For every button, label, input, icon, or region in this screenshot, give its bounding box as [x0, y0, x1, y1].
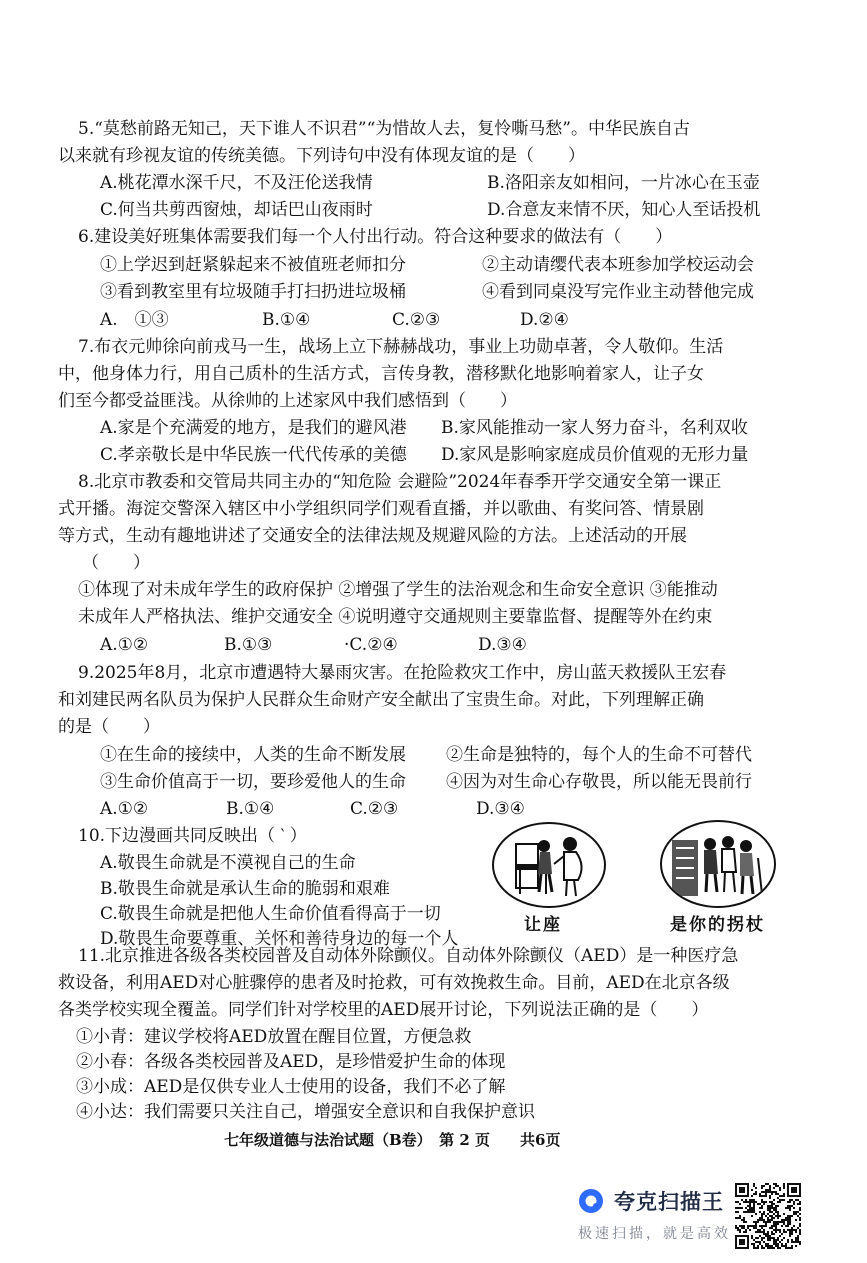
q7-stem-line-3: 们至今都受益匪浅。从徐帅的上述家风中我们感悟到（ ）	[58, 391, 517, 411]
scanner-slogan: 极速扫描，就是高效	[578, 1226, 731, 1242]
q5-option-a: A.桃花潭水深千尺，不及汪伦送我情	[100, 173, 373, 193]
q7-option-c: C.孝亲敬长是中华民族一代代传承的美德	[100, 445, 407, 465]
q6-statement-1: ①上学迟到赶紧躲起来不被值班老师扣分	[100, 255, 406, 275]
q10-option-a: A.敬畏生命就是不漠视自己的生命	[100, 853, 356, 873]
q6-option-a: A. ①③	[100, 310, 169, 330]
q9-statement-3: ③生命价值高于一切，要珍爱他人的生命	[100, 772, 406, 792]
q10-option-c: C.敬畏生命就是把他人生命价值看得高于一切	[100, 904, 441, 924]
q9-statement-2: ②生命是独特的，每个人的生命不可替代	[446, 745, 752, 765]
q11-stem-line-3: 各类学校实现全覆盖。同学们针对学校里的AED展开讨论，下列说法正确的是（ ）	[58, 1000, 709, 1020]
cartoon-give-seat	[492, 822, 606, 908]
q9-statement-1: ①在生命的接续中，人类的生命不断发展	[100, 745, 406, 765]
q11-stem-line-2: 救设备，利用AED对心脏骤停的患者及时抢救，可有效挽救生命。目前，AED在北京各级	[58, 973, 730, 993]
q5-option-c: C.何当共剪西窗烛，却话巴山夜雨时	[100, 200, 373, 220]
q8-statements-line-2: 未成年人严格执法、维护交通安全 ④说明遵守交通规则主要靠监督、提醒等外在约束	[78, 607, 713, 627]
q7-stem-line-2: 中，他身体力行，用自己质朴的生活方式，言传身教，潜移默化地影响着家人，让子女	[58, 364, 704, 384]
q9-stem-line-2: 和刘建民两名队员为保护人民群众生命财产安全献出了宝贵生命。对此，下列理解正确	[58, 690, 704, 710]
q8-answer-brackets: （ ）	[82, 553, 150, 573]
cartoon-your-crutch	[660, 820, 776, 908]
page-footer: 七年级道德与法治试题（B卷） 第 2 页 共6页	[224, 1131, 561, 1149]
cartoon-give-seat-caption: 让座	[524, 915, 562, 935]
q6-option-d: D.②④	[520, 310, 569, 330]
scanner-watermark	[578, 1186, 748, 1250]
q11-statement-3: ③小成：AED是仅供专业人士使用的设备，我们不必了解	[76, 1077, 506, 1097]
q5-option-d: D.合意友来情不厌，知心人至话投机	[487, 200, 761, 220]
q7-option-d: D.家风是影响家庭成员价值观的无形力量	[441, 445, 749, 465]
q5-option-b: B.洛阳亲友如相问，一片冰心在玉壶	[487, 173, 760, 193]
q8-option-a: A.①②	[100, 635, 149, 655]
q11-statement-1: ①小青：建议学校将AED放置在醒目位置，方便急救	[76, 1027, 472, 1047]
q10-stem: 10.下边漫画共同反映出（ ‵ ）	[78, 826, 307, 846]
q7-option-b: B.家风能推动一家人努力奋斗，名利双收	[441, 418, 748, 438]
q9-option-c: C.②③	[350, 799, 399, 819]
q9-statement-4: ④因为对生命心存敬畏，所以能无畏前行	[446, 772, 752, 792]
q5-stem-line-2: 以来就有珍视友谊的传统美德。下列诗句中没有体现友谊的是（ ）	[58, 146, 585, 166]
q6-statement-4: ④看到同桌没写完作业主动替他完成	[482, 282, 754, 302]
q7-option-a: A.家是个充满爱的地方，是我们的避风港	[100, 418, 407, 438]
q8-stem-line-2: 式开播。海淀交警深入辖区中小学组织同学们观看直播，并以歌曲、有奖问答、情景剧	[58, 499, 704, 519]
q6-option-b: B.①④	[262, 310, 311, 330]
q11-statement-2: ②小春：各级各类校园普及AED，是珍惜爱护生命的体现	[76, 1052, 506, 1072]
q6-statement-2: ②主动请缨代表本班参加学校运动会	[482, 255, 754, 275]
quark-logo-icon	[578, 1188, 604, 1214]
q10-option-b: B.敬畏生命就是承认生命的脆弱和艰难	[100, 879, 390, 899]
q10-option-d: D.敬畏生命要尊重、关怀和善待身边的每一个人	[100, 929, 459, 949]
q8-option-c: ·C.②④	[344, 635, 398, 655]
q6-statement-3: ③看到教室里有垃圾随手打扫扔进垃圾桶	[100, 282, 406, 302]
cartoon-your-crutch-caption: 是你的拐杖	[670, 915, 765, 935]
cartoon-give-seat-drawing	[494, 824, 604, 906]
q8-stem-line-1: 8.北京市教委和交管局共同主办的“知危险 会避险”2024年春季开学交通安全第一课正	[78, 472, 722, 492]
q11-stem-line-1: 11.北京推进各级各类校园普及自动体外除颤仪。自动体外除颤仪（AED）是一种医疗急	[78, 946, 739, 966]
q11-statement-4: ④小达：我们需要只关注自己，增强安全意识和自我保护意识	[76, 1102, 535, 1122]
q9-stem-line-3: 的是（ ）	[58, 717, 160, 737]
q9-option-d: D.③④	[476, 799, 525, 819]
q9-stem-line-1: 9.2025年8月，北京市遭遇特大暴雨灾害。在抢险救灾工作中，房山蓝天救援队王宏春	[78, 663, 727, 683]
q9-option-a: A.①②	[100, 799, 149, 819]
q8-option-d: D.③④	[478, 635, 527, 655]
q8-statements-line-1: ①体现了对未成年学生的政府保护 ②增强了学生的法治观念和生命安全意识 ③能推动	[78, 580, 718, 600]
qr-code-icon	[735, 1183, 801, 1249]
q6-stem: 6.建设美好班集体需要我们每一个人付出行动。符合这种要求的做法有（ ）	[78, 227, 673, 247]
q9-option-b: B.①④	[226, 799, 275, 819]
scanner-brand-name: 夸克扫描王	[614, 1190, 724, 1214]
q6-option-c: C.②③	[392, 310, 441, 330]
cartoon-your-crutch-drawing	[662, 822, 774, 906]
q5-stem-line-1: 5.“莫愁前路无知己，天下谁人不识君”“为惜故人去，复怜嘶马愁”。中华民族自古	[78, 119, 690, 139]
q8-stem-line-3: 等方式，生动有趣地讲述了交通安全的法律法规及规避风险的方法。上述活动的开展	[58, 526, 687, 546]
q7-stem-line-1: 7.布衣元帅徐向前戎马一生，战场上立下赫赫战功，事业上功勋卓著，令人敬仰。生活	[78, 337, 724, 357]
q8-option-b: B.①③	[224, 635, 273, 655]
